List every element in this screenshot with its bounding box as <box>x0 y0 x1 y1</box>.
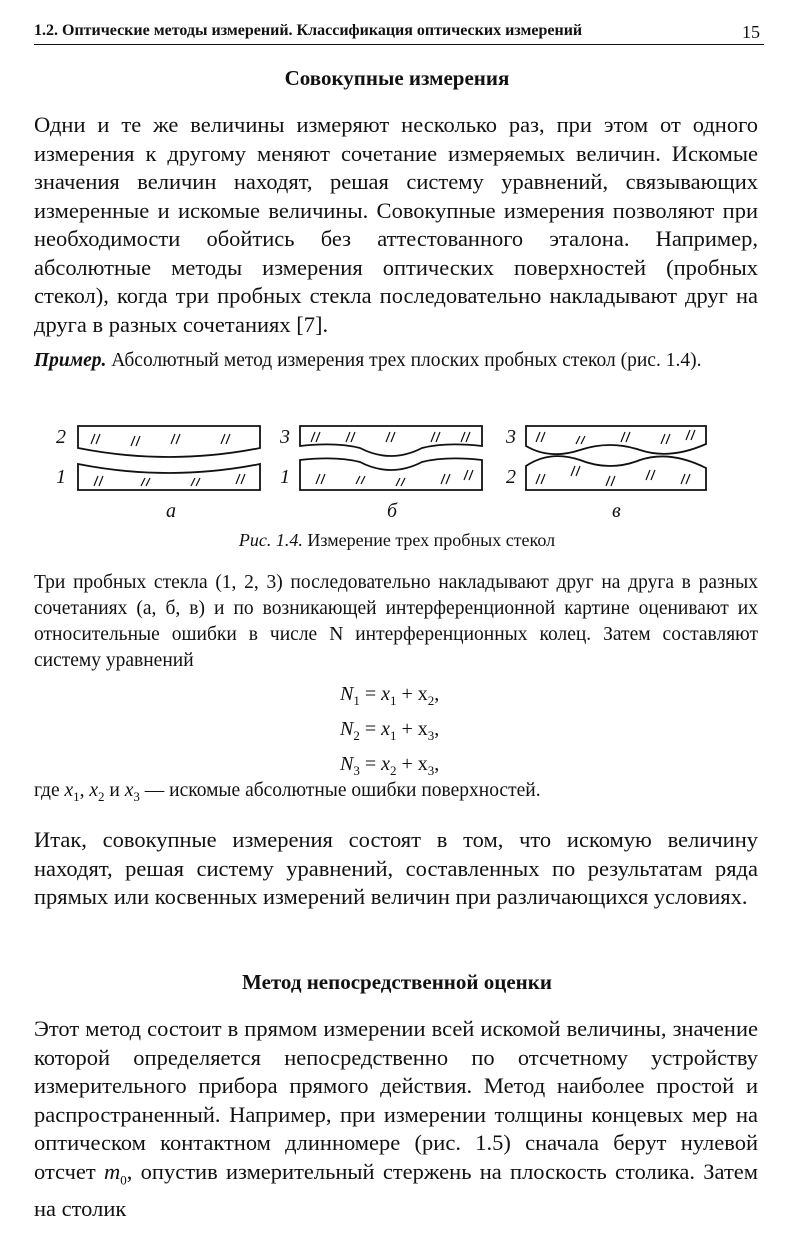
panel-c-top-number: 3 <box>506 426 516 448</box>
example-paragraph <box>34 348 758 374</box>
panel-c-label: в <box>612 500 621 522</box>
paragraph-direct-evaluation: Этот метод состоит в прямом измерении всей искомой величины, значение которой определяется непосредственно по отсчетному устройству измерительного прибора прямого действия. Метод наиболее простой и распространенный. Например, при измерении толщины концевых мер на оптическом контактном длинномере (рис. 1.5) сначала берут нулевой отсчет $m_0$, опустив измерительный стержень на плоскость столика. Затем на столик <box>34 1016 758 1221</box>
caption-text: Измерение трех пробных стекол <box>302 530 556 550</box>
panel-b-label: б <box>387 500 398 522</box>
paragraph-three-glasses: Три пробных стекла (1, 2, 3) последовательно накладывают друг на друга в разных сочетаниях (а, б, в) и по возникающей интерференционной картине оценивают их относительные ошибки в числе N интерференционных колец. Затем составляют систему уравнений <box>34 572 758 671</box>
figure-caption <box>0 530 794 551</box>
example-text: Абсолютный метод измерения трех плоских пробных стекол (рис. 1.4). <box>106 350 702 371</box>
paragraph-combined-measurements: Одни и те же величины измеряют несколько раз, при этом от одного измерения к другому меняют сочетание измеряемых величин. Искомые значения величин находят, решая систему уравнений, связывающих измеренные и искомые величины. Совокупные измерения позволяют при необходимости обойтись без аттестованного эталона. Например, абсолютные методы измерения оптических поверхностей (пробных стекол), когда три пробных стекла последовательно накладывают друг на друга в разных сочетаниях [7]. <box>34 112 758 337</box>
panel-a-label: а <box>166 500 176 522</box>
running-head-title: 1.2. Оптические методы измерений. Классификация оптических измерений <box>34 22 583 39</box>
where-line: где $x_1$, $x_2$ и $x_3$ — искомые абсолютные ошибки поверхностей. <box>34 780 541 804</box>
panel-a-bottom-number: 1 <box>56 466 66 488</box>
section-heading-direct-evaluation: Метод непосредственной оценки <box>242 970 552 994</box>
equation-system <box>340 680 540 785</box>
panel-b-glasses <box>300 426 482 490</box>
caption-label: Рис. 1.4. <box>238 530 303 550</box>
equation-1: $N_1 = x_1 + x_2$, <box>340 683 440 708</box>
panel-c-bottom-number: 2 <box>506 466 516 488</box>
equation-3: $N_3 = x_2 + x_3$, <box>340 753 440 778</box>
equation-2: $N_2 = x_1 + x_3$, <box>340 718 440 743</box>
paragraph-conclusion: Итак, совокупные измерения состоят в том, что искомую величину находят, решая систему уравнений, составленных по результатам ряда прямых или косвенных измерений величин при различающихся условиях. <box>34 827 758 909</box>
section-heading-combined-measurements: Совокупные измерения <box>284 66 510 90</box>
page-number: 15 <box>742 22 760 42</box>
panel-a-glasses <box>78 426 260 490</box>
running-head <box>34 22 764 45</box>
panel-b-bottom-number: 1 <box>280 466 290 488</box>
panel-b-top-number: 3 <box>280 426 290 448</box>
panel-a-top-number: 2 <box>56 426 66 448</box>
figure-drawing <box>50 420 750 520</box>
panel-c-glasses <box>526 426 706 490</box>
example-label: Пример. <box>34 350 107 371</box>
